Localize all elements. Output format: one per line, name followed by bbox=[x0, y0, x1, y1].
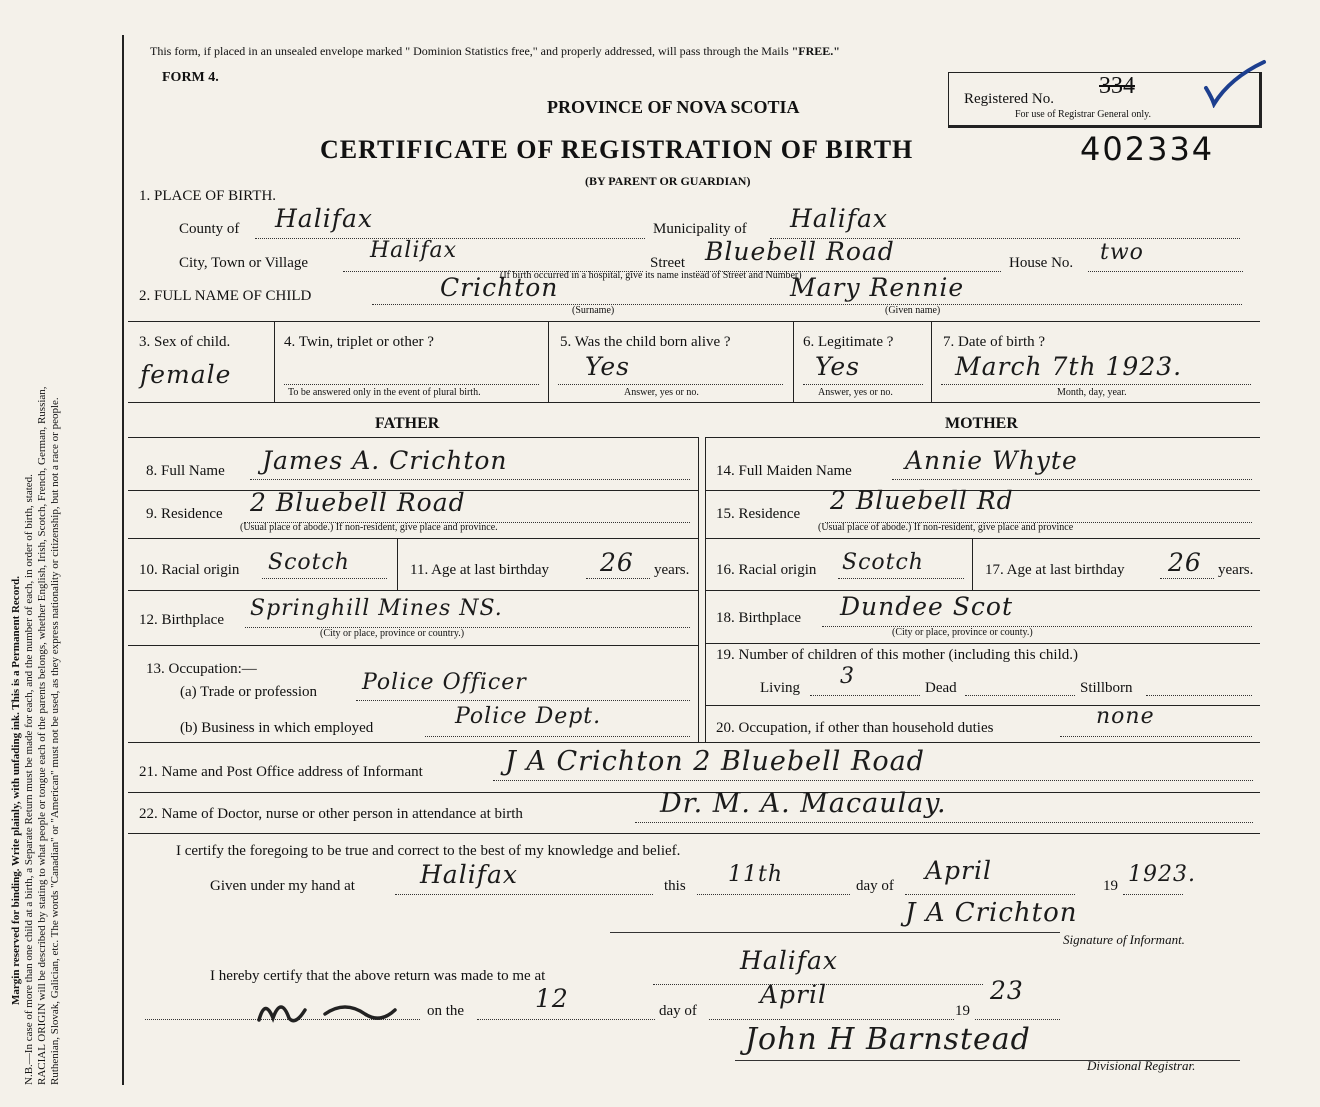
living-value: 3 bbox=[840, 664, 855, 689]
alive-value: Yes bbox=[585, 352, 630, 381]
legitimate-value: Yes bbox=[815, 352, 860, 381]
mother-years: years. bbox=[1218, 562, 1254, 578]
mother-birthplace-note: (City or place, province or county.) bbox=[892, 627, 1033, 638]
mother-age: 26 bbox=[1168, 548, 1202, 577]
street-value: Bluebell Road bbox=[705, 237, 895, 266]
registrar-day-of-label: day of bbox=[659, 1003, 697, 1019]
mail-notice bbox=[150, 44, 840, 59]
father-business-label: (b) Business in which employed bbox=[180, 720, 374, 736]
checkmark-icon bbox=[1200, 58, 1270, 108]
child-given-name: Mary Rennie bbox=[790, 273, 965, 302]
father-trade: Police Officer bbox=[362, 670, 527, 695]
father-name: James A. Crichton bbox=[262, 446, 508, 475]
dob-label: 7. Date of birth ? bbox=[943, 334, 1046, 350]
form-number: FORM 4. bbox=[162, 70, 219, 85]
mother-residence-label: 15. Residence bbox=[716, 506, 801, 522]
father-residence-note: (Usual place of abode.) If non-resident, give place and province. bbox=[240, 522, 498, 533]
alive-note: Answer, yes or no. bbox=[624, 387, 699, 398]
registered-label: Registered No. bbox=[964, 91, 1054, 107]
informant-label: 21. Name and Post Office address of Informant bbox=[139, 764, 423, 780]
father-business: Police Dept. bbox=[455, 704, 602, 729]
sex-label: 3. Sex of child. bbox=[139, 334, 231, 350]
father-racial-label: 10. Racial origin bbox=[139, 562, 240, 578]
twin-label: 4. Twin, triplet or other ? bbox=[284, 334, 434, 350]
municipality-value: Halifax bbox=[790, 204, 888, 233]
alive-label: 5. Was the child born alive ? bbox=[560, 334, 731, 350]
doctor-label: 22. Name of Doctor, nurse or other person in attendance at birth bbox=[139, 806, 523, 822]
registrar-signature: John H Barnstead bbox=[745, 1022, 1031, 1057]
province-title: PROVINCE OF NOVA SCOTIA bbox=[547, 97, 800, 117]
place-heading: 1. PLACE OF BIRTH. bbox=[139, 188, 277, 204]
father-birthplace-note: (City or place, province or country.) bbox=[320, 628, 465, 639]
municipality-label: Municipality of bbox=[653, 221, 747, 237]
house-label: House No. bbox=[1009, 255, 1074, 271]
child-surname: Crichton bbox=[440, 273, 559, 302]
mother-racial: Scotch bbox=[842, 550, 924, 575]
father-residence: 2 Bluebell Road bbox=[250, 488, 466, 517]
mother-occupation-label: 20. Occupation, if other than household duties bbox=[716, 720, 994, 736]
father-name-label: 8. Full Name bbox=[146, 463, 225, 479]
registrar-statement: I hereby certify that the above return was made to me at bbox=[210, 968, 546, 984]
mother-name-label: 14. Full Maiden Name bbox=[716, 463, 852, 479]
legitimate-label: 6. Legitimate ? bbox=[803, 334, 894, 350]
binding-rule bbox=[122, 35, 124, 1085]
mail-notice-free: "FREE." bbox=[791, 44, 840, 58]
mother-occupation: none bbox=[1096, 704, 1155, 729]
twin-note: To be answered only in the event of plural birth. bbox=[288, 387, 481, 398]
mail-notice-text: This form, if placed in an unsealed envelope marked " Dominion Statistics free," and properly addressed, will pass through the Mails bbox=[150, 44, 789, 58]
registrar-place: Halifax bbox=[740, 946, 838, 975]
margin-note-3: RACIAL ORIGIN will be described by stating to what people or tongue each of the parents belongs, whether English, Irish, Scotch, French, German, Russian, bbox=[36, 386, 48, 1085]
city-label: City, Town or Village bbox=[179, 255, 309, 271]
father-age-label: 11. Age at last birthday bbox=[410, 562, 549, 578]
margin-note-4: Ruthenian, Slovak, Galician, etc. The words "Canadian" or "American" must not be used, as they express nationality or citizenship, but not a race or people. bbox=[49, 397, 61, 1085]
registrar-year: 23 bbox=[990, 976, 1024, 1005]
mother-birthplace-label: 18. Birthplace bbox=[716, 610, 801, 626]
father-years: years. bbox=[654, 562, 690, 578]
informant-signature: J A Crichton bbox=[905, 898, 1078, 928]
registrar-use-note: For use of Registrar General only. bbox=[1015, 109, 1151, 120]
mother-residence: 2 Bluebell Rd bbox=[830, 486, 1014, 515]
registered-value: 334 bbox=[1099, 73, 1135, 99]
legitimate-note: Answer, yes or no. bbox=[818, 387, 893, 398]
hospital-note: (If birth occurred in a hospital, give its name instead of Street and Number) bbox=[500, 270, 802, 281]
father-birthplace-label: 12. Birthplace bbox=[139, 612, 224, 628]
city-value: Halifax bbox=[370, 238, 458, 263]
informant-signature-caption: Signature of Informant. bbox=[1063, 932, 1185, 947]
mother-age-label: 17. Age at last birthday bbox=[985, 562, 1125, 578]
certificate-title: CERTIFICATE OF REGISTRATION OF BIRTH bbox=[320, 135, 914, 164]
registrar-year-prefix: 19 bbox=[955, 1003, 970, 1019]
house-value: two bbox=[1100, 240, 1144, 265]
margin-note-2: N.B.—In case of more than one child at a birth, a Separate Return must be made for each, and the number of each, in order of birth, stated. bbox=[23, 474, 35, 1085]
certify-year-prefix: 19 bbox=[1103, 878, 1118, 894]
mother-children-label: 19. Number of children of this mother (including this child.) bbox=[716, 647, 1079, 663]
dead-label: Dead bbox=[925, 680, 957, 696]
living-label: Living bbox=[760, 680, 800, 696]
informant-value: J A Crichton 2 Bluebell Road bbox=[505, 746, 925, 777]
certificate-subtitle: (BY PARENT OR GUARDIAN) bbox=[585, 174, 751, 188]
county-value: Halifax bbox=[275, 204, 373, 233]
given-label: Given under my hand at bbox=[210, 878, 355, 894]
registrar-initials-scrawl bbox=[255, 990, 405, 1030]
certify-day: 11th bbox=[728, 862, 784, 887]
sex-value: female bbox=[140, 360, 232, 389]
father-trade-label: (a) Trade or profession bbox=[180, 684, 318, 700]
certify-place: Halifax bbox=[420, 860, 518, 889]
child-name-label: 2. FULL NAME OF CHILD bbox=[139, 288, 312, 304]
registrar-signature-caption: Divisional Registrar. bbox=[1087, 1058, 1196, 1073]
doctor-value: Dr. M. A. Macaulay. bbox=[660, 788, 947, 819]
margin-notes bbox=[10, 0, 130, 1085]
this-label: this bbox=[664, 878, 686, 894]
father-heading: FATHER bbox=[375, 415, 440, 432]
father-age: 26 bbox=[600, 548, 634, 577]
day-of-label: day of bbox=[856, 878, 894, 894]
mother-birthplace: Dundee Scot bbox=[840, 592, 1014, 621]
county-label: County of bbox=[179, 221, 240, 237]
father-occupation-label: 13. Occupation:— bbox=[146, 661, 257, 677]
certificate-number: 402334 bbox=[1080, 130, 1215, 168]
mother-name: Annie Whyte bbox=[905, 446, 1078, 475]
mother-residence-note: (Usual place of abode.) If non-resident, give place and province bbox=[818, 522, 1074, 533]
dob-value: March 7th 1923. bbox=[955, 352, 1183, 381]
dob-note: Month, day, year. bbox=[1057, 387, 1127, 398]
certify-month: April bbox=[925, 856, 992, 885]
registrar-day: 12 bbox=[535, 984, 569, 1013]
on-the-label: on the bbox=[427, 1003, 465, 1019]
father-birthplace: Springhill Mines NS. bbox=[250, 596, 503, 621]
street-label: Street bbox=[650, 255, 685, 271]
mother-racial-label: 16. Racial origin bbox=[716, 562, 817, 578]
certify-year: 1923. bbox=[1128, 862, 1196, 887]
mother-heading: MOTHER bbox=[945, 415, 1018, 432]
surname-caption: (Surname) bbox=[572, 305, 615, 316]
certify-statement: I certify the foregoing to be true and correct to the best of my knowledge and belief. bbox=[176, 843, 681, 859]
stillborn-label: Stillborn bbox=[1080, 680, 1133, 696]
registrar-month: April bbox=[760, 980, 827, 1009]
given-caption: (Given name) bbox=[885, 305, 941, 316]
margin-note-1: Margin reserved for binding. Write plainly, with unfading ink. This is a Permanent Record. bbox=[10, 576, 22, 1005]
father-racial: Scotch bbox=[268, 550, 350, 575]
father-residence-label: 9. Residence bbox=[146, 506, 223, 522]
